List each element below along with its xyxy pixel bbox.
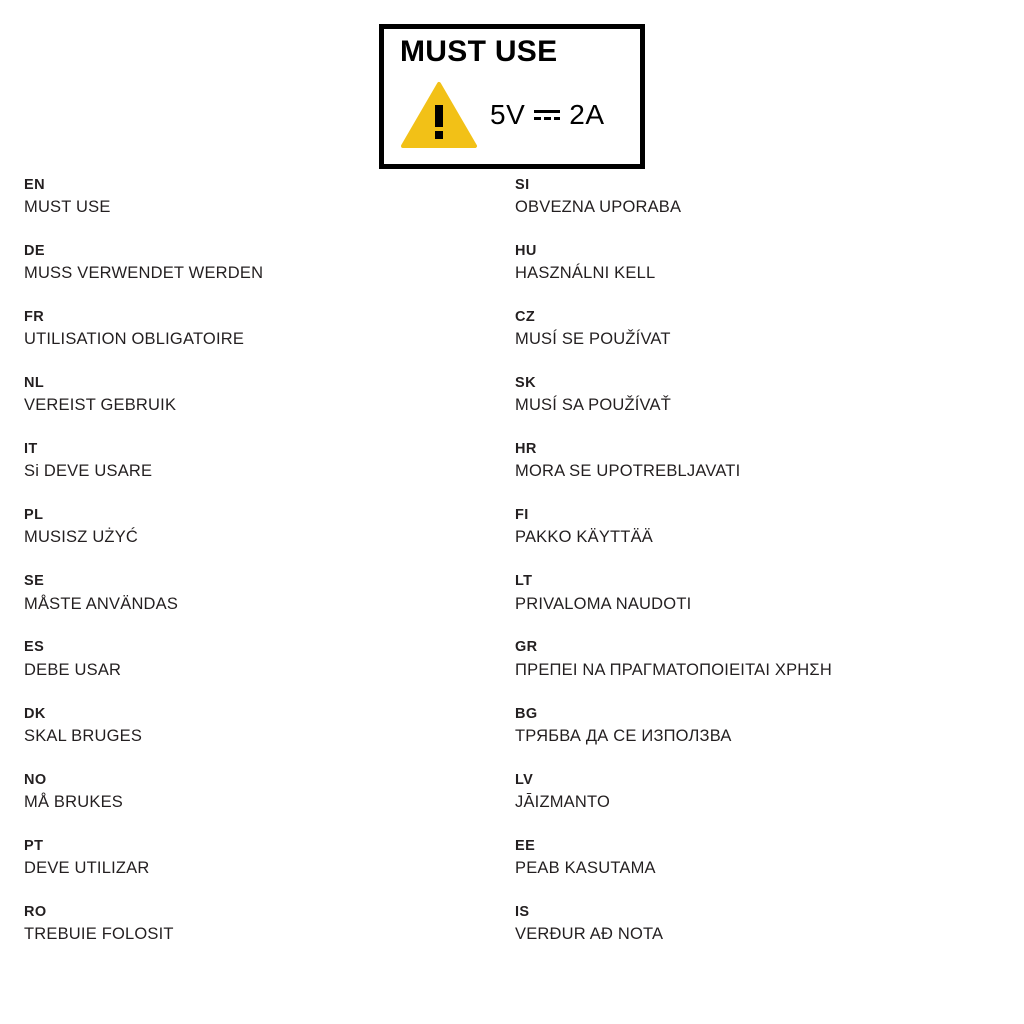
label-spec-row	[400, 81, 605, 149]
language-text: MUSISZ UŻYĆ	[24, 528, 139, 547]
language-code: IT	[24, 441, 38, 458]
language-code: EN	[24, 177, 45, 193]
language-code: IS	[515, 903, 530, 920]
list-item	[515, 837, 985, 880]
language-code: RO	[24, 903, 47, 920]
translations-column-left	[24, 176, 494, 969]
language-code: DE	[24, 243, 45, 260]
list-item	[24, 308, 494, 351]
language-text: MUSÍ SA POUŽÍVAŤ	[515, 396, 672, 415]
language-text: PAKKO KÄYTTÄÄ	[515, 528, 653, 547]
list-item	[24, 638, 494, 681]
language-text: OBVEZNA UPORABA	[515, 198, 682, 217]
language-text: PEAB KASUTAMA	[515, 858, 656, 877]
language-text: MUSÍ SE POUŽÍVAT	[515, 330, 671, 349]
list-item	[515, 705, 985, 748]
list-item	[515, 308, 985, 351]
language-code: FI	[515, 507, 529, 524]
list-item	[24, 705, 494, 748]
language-code: DK	[24, 705, 46, 722]
language-text: MORA SE UPOTREBLJAVATI	[515, 462, 741, 481]
list-item	[24, 374, 494, 417]
list-item	[515, 903, 985, 946]
list-item	[515, 176, 985, 219]
list-item	[515, 572, 985, 615]
list-item	[24, 837, 494, 880]
language-code: ES	[24, 639, 45, 656]
language-code: SE	[24, 573, 45, 590]
language-text: DEBE USAR	[24, 660, 122, 679]
language-code: HU	[515, 243, 537, 260]
label-power-spec	[490, 99, 605, 131]
list-item	[515, 506, 985, 549]
language-text: VEREIST GEBRUIK	[24, 396, 177, 415]
list-item	[24, 572, 494, 615]
language-code: NO	[24, 771, 47, 788]
language-text: ТРЯБВА ДА СЕ ИЗПОЛЗВА	[515, 726, 732, 745]
list-item	[515, 440, 985, 483]
language-text: Si DEVE USARE	[24, 462, 153, 481]
list-item	[515, 242, 985, 285]
language-code: HR	[515, 441, 537, 458]
language-text: PRIVALOMA NAUDOTI	[515, 594, 692, 613]
list-item	[24, 771, 494, 814]
translations-column-right	[515, 176, 985, 969]
language-text: ΠΡΕΠΕΙ ΝΑ ΠΡΑΓΜΑΤΟΠΟΙΕΙΤΑΙ ΧΡΗΣΗ	[515, 660, 832, 679]
list-item	[515, 771, 985, 814]
dc-current-symbol	[534, 106, 560, 124]
label-title: MUST USE	[400, 35, 558, 68]
list-item	[24, 506, 494, 549]
language-code: BG	[515, 705, 538, 722]
language-text: VERÐUR AÐ NOTA	[515, 924, 664, 943]
language-text: MUSS VERWENDET WERDEN	[24, 264, 264, 283]
warning-triangle-icon	[400, 81, 478, 149]
list-item	[24, 903, 494, 946]
language-code: SI	[515, 177, 530, 193]
language-text: JĀIZMANTO	[515, 792, 610, 811]
language-code: PT	[24, 837, 44, 854]
list-item	[515, 638, 985, 681]
language-code: LT	[515, 573, 533, 590]
language-text: MUST USE	[24, 198, 111, 217]
language-code: CZ	[515, 309, 536, 326]
language-code: SK	[515, 375, 536, 392]
warning-label-box	[379, 24, 645, 169]
language-text: HASZNÁLNI KELL	[515, 264, 656, 283]
language-code: EE	[515, 837, 536, 854]
list-item	[24, 176, 494, 219]
language-code: PL	[24, 507, 44, 524]
language-code: LV	[515, 771, 534, 788]
language-text: SKAL BRUGES	[24, 726, 143, 745]
language-code: NL	[24, 375, 45, 392]
label-current: 2A	[569, 99, 605, 130]
list-item	[515, 374, 985, 417]
label-voltage: 5V	[490, 99, 526, 130]
language-text: MÅ BRUKES	[24, 792, 123, 811]
list-item	[24, 440, 494, 483]
language-text: DEVE UTILIZAR	[24, 858, 150, 877]
language-text: UTILISATION OBLIGATOIRE	[24, 330, 245, 349]
language-code: FR	[24, 309, 45, 326]
language-code: GR	[515, 639, 538, 656]
list-item	[24, 242, 494, 285]
language-text: TREBUIE FOLOSIT	[24, 924, 174, 943]
language-text: MÅSTE ANVÄNDAS	[24, 594, 179, 613]
